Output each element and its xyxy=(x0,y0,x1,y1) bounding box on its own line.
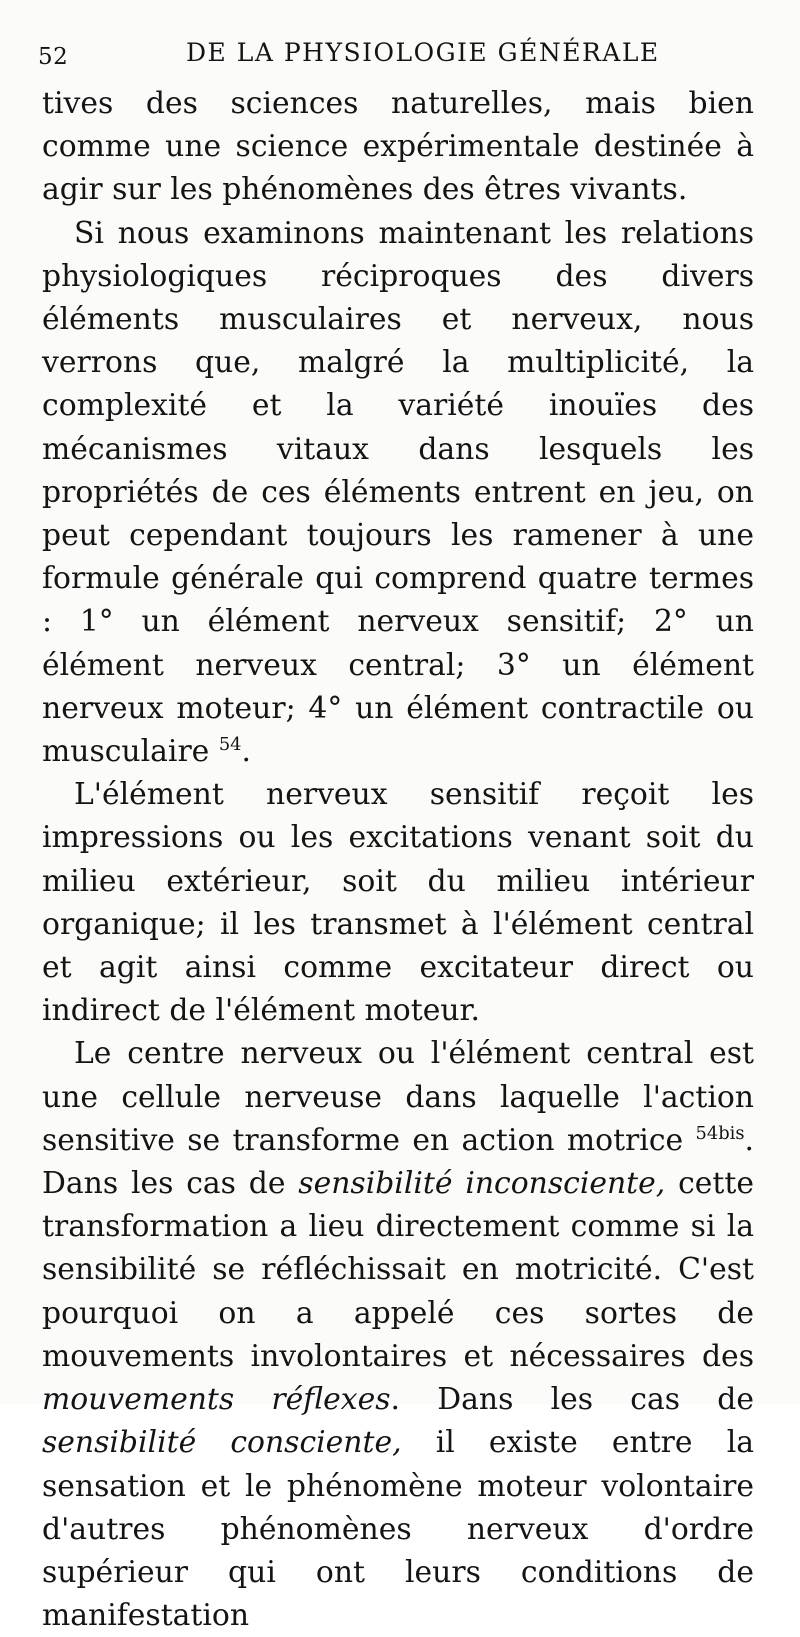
page-number: 52 xyxy=(38,44,69,70)
paragraph-text: tives des sciences naturelles, mais bien comme une science expérimentale destinée à agir sur les phénomènes des êtres vivants. xyxy=(42,86,754,208)
italic-term: mouvements réflexes xyxy=(42,1382,391,1418)
paragraph-end: . xyxy=(241,734,252,770)
running-title: DE LA PHYSIOLOGIE GÉNÉRALE xyxy=(186,38,660,67)
paragraph-text: Si nous examinons maintenant les relations physiologiques réciproques des divers éléments musculaires et nerveux, nous verrons que, malgré la multiplicité, la complexité et la variété inouïes des mécanismes vitaux dans lesquels les propriétés de ces éléments entrent en jeu, on peut cependant toujours les ramener à une formule générale qui comprend quatre termes : 1° un élément nerveux sensitif; 2° un élément nerveux central; 3° un élément nerveux moteur; 4° un élément contractile ou musculaire xyxy=(42,215,754,770)
paragraph-sensory-element xyxy=(42,773,754,1032)
page-header xyxy=(38,30,738,74)
paragraph-text: Le centre nerveux ou l'élément central est une cellule nerveuse dans laquelle l'action sensitive se transforme en action motrice xyxy=(42,1036,754,1158)
paragraph-relations xyxy=(42,212,754,774)
paragraph-text: cette transformation a lieu directement comme si la sensibilité se réfléchissait en motricité. C'est pourquoi on a appelé ces sortes de mouvements involontaires et nécessaires des xyxy=(42,1166,754,1374)
italic-term: sensibilité inconsciente, xyxy=(298,1166,666,1202)
footnote-ref: 54bis xyxy=(695,1122,745,1144)
paragraph-continuation xyxy=(42,82,754,212)
paragraph-text: L'élément nerveux sensitif reçoit les impressions ou les excitations venant soit du milieu extérieur, soit du milieu intérieur organique; il les transmet à l'élément central et agit ainsi comme excitateur direct ou indirect de l'élément moteur. xyxy=(42,777,754,1029)
paragraph-central-element xyxy=(42,1032,754,1637)
italic-term: sensibilité consciente, xyxy=(42,1425,402,1461)
paragraph-text: . Dans les cas de xyxy=(42,1122,754,1202)
paragraph-text: . Dans les cas de xyxy=(390,1382,754,1418)
paragraph-text: il existe entre la sensation et le phénomène moteur volontaire d'autres phénomènes nerveux d'ordre supérieur qui ont leurs conditions de manifestation xyxy=(42,1425,754,1634)
footnote-ref: 54 xyxy=(218,734,242,756)
